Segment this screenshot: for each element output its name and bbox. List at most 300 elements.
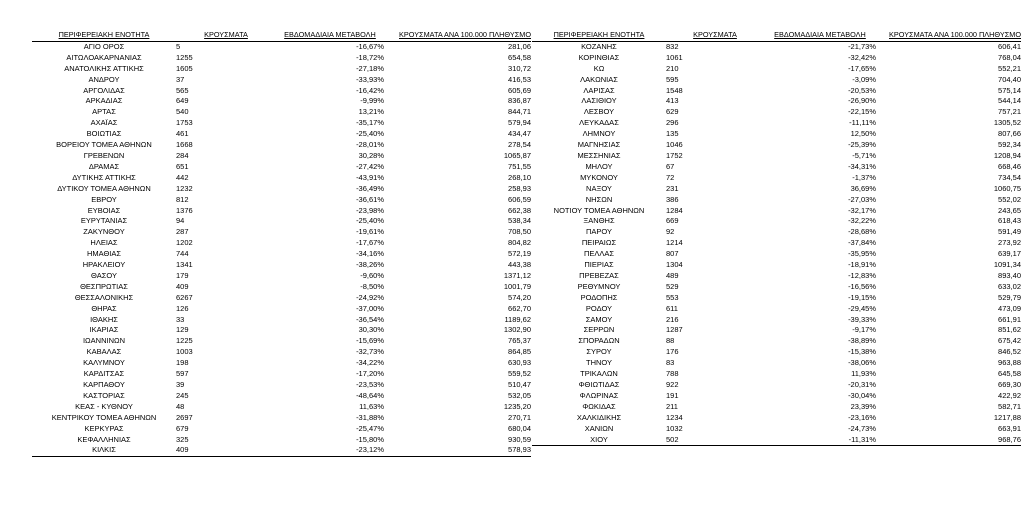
cell-weekly-change: -23,98% <box>356 205 384 215</box>
header-cases: ΚΡΟΥΣΜΑΤΑ <box>176 30 276 41</box>
cell-weekly-change: -15,38% <box>848 347 876 357</box>
cell-cases-per-100k: 592,34 <box>998 140 1021 150</box>
cell-cases-per-100k: 579,94 <box>508 118 531 128</box>
cell-region-name: ΚΕΡΚΥΡΑΣ <box>84 423 124 433</box>
cell-weekly-change: -28,68% <box>848 227 876 237</box>
cell-weekly-change: -25,39% <box>848 140 876 150</box>
cell-region-name: ΘΕΣΠΡΩΤΙΑΣ <box>80 281 128 291</box>
cell-cases: 744 <box>176 249 189 259</box>
cell-cases: 325 <box>176 434 189 444</box>
cell-cases: 788 <box>666 369 679 379</box>
cell-cases: 1061 <box>666 52 683 62</box>
table-row <box>532 402 1021 413</box>
table-row <box>532 86 1021 97</box>
cell-region-name: ΤΡΙΚΑΛΩΝ <box>580 369 618 379</box>
cell-region-name: ΚΟΖΑΝΗΣ <box>581 41 617 51</box>
cell-cases: 1752 <box>666 150 683 160</box>
cell-cases-per-100k: 663,91 <box>998 423 1021 433</box>
cell-cases: 72 <box>666 172 675 182</box>
cell-cases: 210 <box>666 63 679 73</box>
cell-weekly-change: -17,65% <box>848 63 876 73</box>
cell-cases-per-100k: 757,21 <box>998 107 1021 117</box>
cell-region-name: ΦΘΙΩΤΙΔΑΣ <box>578 380 620 389</box>
cell-weekly-change: -35,95% <box>848 249 876 259</box>
cell-region-name: ΚΕΝΤΡΙΚΟΥ ΤΟΜΕΑ ΑΘΗΝΩΝ <box>51 412 157 422</box>
cell-cases-per-100k: 532,05 <box>508 390 531 400</box>
cell-cases: 216 <box>666 314 679 324</box>
cell-cases-per-100k: 618,43 <box>998 216 1021 226</box>
cell-cases-per-100k: 751,55 <box>508 161 531 171</box>
cell-weekly-change: -32,22% <box>848 216 876 226</box>
cell-weekly-change: -34,22% <box>356 358 384 368</box>
cell-cases-per-100k: 1065,87 <box>503 150 531 160</box>
cell-weekly-change: -39,33% <box>848 314 876 324</box>
table-row <box>32 304 531 315</box>
cell-region-name: ΙΚΑΡΙΑΣ <box>89 325 119 335</box>
table-row <box>532 118 1021 129</box>
cell-cases: 409 <box>176 445 276 456</box>
cell-weekly-change: -19,61% <box>356 227 384 237</box>
table-row <box>532 173 1021 184</box>
cell-cases-per-100k: 675,42 <box>998 336 1021 346</box>
cell-weekly-change: -35,17% <box>356 118 384 128</box>
table-row <box>32 391 531 402</box>
cell-region-name: ΛΑΣΙΘΙΟΥ <box>581 96 617 106</box>
cell-cases: 48 <box>176 401 185 411</box>
cell-cases-per-100k: 645,58 <box>998 369 1021 379</box>
cell-weekly-change: 36,69% <box>850 183 876 193</box>
cell-region-name: ΝΗΣΩΝ <box>585 194 613 204</box>
cell-cases-per-100k: 836,87 <box>508 96 531 106</box>
cell-cases: 489 <box>666 270 679 280</box>
cell-cases-per-100k: 1371,12 <box>503 270 531 280</box>
cell-weekly-change: -26,90% <box>848 96 876 106</box>
cell-cases: 832 <box>666 41 679 51</box>
cell-cases: 553 <box>666 292 679 302</box>
cell-cases-per-100k: 804,82 <box>508 238 531 248</box>
table-row <box>32 369 531 380</box>
cell-weekly-change: -27,42% <box>356 161 384 171</box>
cell-weekly-change: -3,09% <box>852 74 876 84</box>
cell-region-name: ΑΡΚΑΔΙΑΣ <box>85 96 123 106</box>
cell-cases: 92 <box>666 227 675 237</box>
cell-region-name: ΘΗΡΑΣ <box>91 303 117 313</box>
table-row <box>32 195 531 206</box>
cell-weekly-change: -9,17% <box>852 325 876 335</box>
cell-cases: 1341 <box>176 260 193 270</box>
cell-cases: 5 <box>176 41 181 51</box>
cell-region-name: ΚΑΣΤΟΡΙΑΣ <box>83 390 125 400</box>
cell-cases-per-100k: 661,91 <box>998 314 1021 324</box>
cell-cases: 191 <box>666 390 679 400</box>
table-row <box>532 293 1021 304</box>
cell-region-name: ΚΟΡΙΝΘΙΑΣ <box>578 52 620 62</box>
cell-cases-per-100k: 930,59 <box>508 434 531 444</box>
table-row <box>532 206 1021 217</box>
cell-weekly-change: -27,18% <box>356 63 384 73</box>
cell-weekly-change: -33,93% <box>356 74 384 84</box>
table-row <box>32 41 531 52</box>
cell-cases: 502 <box>666 435 764 446</box>
cell-cases: 540 <box>176 107 189 117</box>
cell-region-name: ΕΥΡΥΤΑΝΙΑΣ <box>80 216 128 226</box>
table-row <box>32 216 531 227</box>
cell-region-name: ΦΩΚΙΔΑΣ <box>582 401 616 411</box>
table-row <box>532 129 1021 140</box>
cell-region-name: ΜΗΛΟΥ <box>585 161 613 171</box>
cell-region-name: ΚΙΛΚΙΣ <box>32 445 176 456</box>
table-row <box>32 151 531 162</box>
table-row <box>32 435 531 446</box>
table-row <box>32 96 531 107</box>
cell-region-name: ΕΥΒΟΙΑΣ <box>87 205 121 215</box>
cell-cases: 135 <box>666 129 679 139</box>
table-row <box>32 293 531 304</box>
cell-region-name: ΚΑΡΠΑΘΟΥ <box>83 380 125 389</box>
table-row <box>532 184 1021 195</box>
cell-cases-per-100k: 416,53 <box>508 74 531 84</box>
cell-weekly-change: -22,15% <box>848 107 876 117</box>
cell-cases-per-100k: 851,62 <box>998 325 1021 335</box>
table-row <box>532 195 1021 206</box>
cell-cases: 2697 <box>176 412 193 422</box>
table-row <box>32 206 531 217</box>
cell-region-name: ΑΝΑΤΟΛΙΚΗΣ ΑΤΤΙΚΗΣ <box>64 63 144 73</box>
cell-region-name: ΡΟΔΟΥ <box>585 303 613 313</box>
cell-cases-per-100k: 1302,90 <box>503 325 531 335</box>
cell-cases: 669 <box>666 216 679 226</box>
cell-region-name: ΒΟΙΩΤΙΑΣ <box>86 129 122 139</box>
cell-region-name: ΔΥΤΙΚΟΥ ΤΟΜΕΑ ΑΘΗΝΩΝ <box>57 183 151 193</box>
table-row <box>32 75 531 86</box>
cell-weekly-change: -25,40% <box>356 129 384 139</box>
cell-weekly-change: 13,21% <box>358 107 384 117</box>
cell-region-name: ΗΛΕΙΑΣ <box>90 238 118 248</box>
table-row <box>32 358 531 369</box>
cell-weekly-change: -12,83% <box>848 270 876 280</box>
cell-weekly-change: -28,01% <box>356 140 384 150</box>
table-row <box>532 336 1021 347</box>
cell-weekly-change: -19,15% <box>848 292 876 302</box>
cell-cases: 287 <box>176 227 189 237</box>
cell-weekly-change: -25,40% <box>356 216 384 226</box>
cell-region-name: ΚΕΑΣ - ΚΥΘΝΟΥ <box>75 401 133 411</box>
cell-weekly-change: -38,06% <box>848 358 876 368</box>
table-row <box>532 75 1021 86</box>
table-row <box>532 140 1021 151</box>
cell-region-name: ΞΑΝΘΗΣ <box>583 216 615 226</box>
table-row <box>532 358 1021 369</box>
cell-cases-per-100k: 846,52 <box>998 347 1021 357</box>
cell-weekly-change: -37,84% <box>848 238 876 248</box>
cell-cases-per-100k: 243,65 <box>998 205 1021 215</box>
cell-cases-per-100k: 605,69 <box>508 85 531 95</box>
cell-cases-per-100k: 734,54 <box>998 172 1021 182</box>
cell-region-name: ΜΕΣΣΗΝΙΑΣ <box>577 150 621 160</box>
cell-weekly-change: 11,93% <box>851 369 876 379</box>
table-row <box>32 445 531 456</box>
cell-weekly-change: -30,04% <box>848 390 876 400</box>
cell-cases: 529 <box>666 281 679 291</box>
table-row <box>32 107 531 118</box>
cell-cases: 211 <box>666 401 678 411</box>
cell-region-name: ΦΛΩΡΙΝΑΣ <box>579 390 619 400</box>
cell-weekly-change: -32,17% <box>848 205 876 215</box>
header-cases: ΚΡΟΥΣΜΑΤΑ <box>666 30 764 41</box>
cell-region-name: ΠΙΕΡΙΑΣ <box>584 260 614 270</box>
cell-weekly-change: -23,53% <box>356 380 384 389</box>
cell-weekly-change: -43,91% <box>356 172 384 182</box>
cell-cases: 39 <box>176 380 185 389</box>
cell-cases-per-100k: 422,92 <box>998 390 1021 400</box>
cell-cases: 409 <box>176 281 189 291</box>
cell-cases: 94 <box>176 216 185 226</box>
table-row <box>532 249 1021 260</box>
cell-cases-per-100k: 704,40 <box>998 74 1021 84</box>
cell-cases: 37 <box>176 74 185 84</box>
cell-cases-per-100k: 575,14 <box>998 85 1021 95</box>
cell-cases: 386 <box>666 194 679 204</box>
cell-cases: 1232 <box>176 183 193 193</box>
cell-cases: 1214 <box>666 238 683 248</box>
cell-cases-per-100k: 1217,88 <box>993 412 1021 422</box>
table-row <box>32 86 531 97</box>
cell-cases: 1225 <box>176 336 193 346</box>
cell-weekly-change: -38,26% <box>356 260 384 270</box>
cell-region-name: ΤΗΝΟΥ <box>585 358 612 368</box>
cell-region-name: ΔΥΤΙΚΗΣ ΑΤΤΙΚΗΣ <box>72 172 136 182</box>
cell-region-name: ΖΑΚΥΝΘΟΥ <box>83 227 125 237</box>
cell-region-name: ΜΥΚΟΝΟΥ <box>580 172 618 182</box>
cell-cases: 1202 <box>176 238 193 248</box>
cell-cases-per-100k: 606,41 <box>998 41 1021 51</box>
cell-region-name: ΑΡΓΟΛΙΔΑΣ <box>83 85 125 95</box>
cell-cases: 1003 <box>176 347 193 357</box>
table-row <box>32 184 531 195</box>
cell-weekly-change: -32,73% <box>356 347 384 357</box>
cell-region-name: ΕΒΡΟΥ <box>91 194 117 204</box>
cell-region-name: ΚΑΛΥΜΝΟΥ <box>83 358 125 368</box>
table-row <box>532 413 1021 424</box>
cell-weekly-change: -1,37% <box>852 172 876 182</box>
cell-weekly-change: -21,73% <box>848 41 876 51</box>
header-region: ΠΕΡΙΦΕΡΕΙΑΚΗ ΕΝΟΤΗΤΑ <box>32 30 176 41</box>
cell-weekly-change: -38,89% <box>848 336 876 346</box>
cell-region-name: ΗΜΑΘΙΑΣ <box>86 249 122 259</box>
table-row <box>32 424 531 435</box>
cell-region-name: ΧΑΝΙΩΝ <box>584 423 614 433</box>
cell-weekly-change: 12,50% <box>850 129 876 139</box>
cell-region-name: ΘΕΣΣΑΛΟΝΙΚΗΣ <box>74 292 134 302</box>
cell-weekly-change: -48,64% <box>356 390 384 400</box>
cell-weekly-change: 23,39% <box>850 401 876 411</box>
cell-cases: 812 <box>176 194 189 204</box>
cell-cases: 67 <box>666 161 675 171</box>
cell-cases: 442 <box>176 172 189 182</box>
cell-cases-per-100k: 1001,79 <box>503 281 531 291</box>
table-row <box>32 238 531 249</box>
cell-cases: 679 <box>176 423 189 433</box>
cell-weekly-change: -8,50% <box>360 281 384 291</box>
table-row <box>32 336 531 347</box>
table-row <box>532 347 1021 358</box>
cell-region-name: ΧΑΛΚΙΔΙΚΗΣ <box>576 412 622 422</box>
cell-cases: 597 <box>176 369 189 379</box>
cell-weekly-change: -24,92% <box>356 292 384 302</box>
cell-weekly-change: -36,54% <box>356 314 384 324</box>
cell-cases-per-100k: 639,17 <box>998 249 1021 259</box>
table-row <box>32 315 531 326</box>
table-row <box>532 424 1021 435</box>
cell-weekly-change: -37,00% <box>356 303 384 313</box>
cell-cases: 1376 <box>176 205 193 215</box>
cell-cases-per-100k: 765,37 <box>508 336 531 346</box>
cell-region-name: ΓΡΕΒΕΝΩΝ <box>83 150 125 160</box>
cell-region-name: ΛΗΜΝΟΥ <box>582 129 616 139</box>
cell-cases: 1255 <box>176 52 193 62</box>
cell-cases: 1668 <box>176 140 193 150</box>
table-body-right <box>532 41 1021 446</box>
cell-cases-per-100k: 310,72 <box>508 63 531 73</box>
cell-cases-per-100k: 680,04 <box>508 423 531 433</box>
cell-cases-per-100k: 654,58 <box>508 52 531 62</box>
cell-weekly-change: -17,67% <box>356 238 384 248</box>
cell-cases-per-100k: 582,71 <box>998 401 1021 411</box>
cell-cases-per-100k: 572,19 <box>508 249 531 259</box>
cell-region-name: ΣΕΡΡΩΝ <box>583 325 615 335</box>
cell-cases-per-100k: 273,92 <box>998 238 1021 248</box>
table-body-left <box>32 41 531 456</box>
cell-weekly-change: -23,16% <box>848 412 876 422</box>
cell-cases-per-100k: 968,76 <box>876 435 1021 446</box>
cell-cases: 1284 <box>666 205 683 215</box>
cell-region-name: ΚΑΡΔΙΤΣΑΣ <box>83 369 125 379</box>
cell-weekly-change: -20,53% <box>848 85 876 95</box>
cell-weekly-change: 30,28% <box>358 150 384 160</box>
cell-cases: 1287 <box>666 325 683 335</box>
table-row <box>532 315 1021 326</box>
cell-cases-per-100k: 281,06 <box>508 41 531 51</box>
cell-cases-per-100k: 544,14 <box>998 96 1021 106</box>
table-row <box>532 162 1021 173</box>
cell-cases: 129 <box>176 325 189 335</box>
cell-cases: 651 <box>176 161 189 171</box>
cell-cases: 1605 <box>176 63 193 73</box>
cell-cases-per-100k: 662,38 <box>508 205 531 215</box>
table-row <box>532 304 1021 315</box>
cell-cases-per-100k: 864,85 <box>508 347 531 357</box>
cell-cases-per-100k: 844,71 <box>508 107 531 117</box>
cell-region-name: ΠΑΡΟΥ <box>585 227 612 237</box>
cell-region-name: ΣΥΡΟΥ <box>586 347 612 357</box>
cell-weekly-change: -9,99% <box>360 96 384 106</box>
cell-weekly-change: -20,31% <box>848 380 876 389</box>
cell-region-name: ΜΑΓΝΗΣΙΑΣ <box>577 140 621 150</box>
cell-region-name: ΛΑΡΙΣΑΣ <box>583 85 615 95</box>
cell-cases: 231 <box>666 183 679 193</box>
cell-region-name: ΑΝΔΡΟΥ <box>88 74 120 84</box>
cell-weekly-change: -11,31% <box>764 435 876 446</box>
table-row <box>32 282 531 293</box>
table-row <box>532 369 1021 380</box>
cell-region-name: ΛΑΚΩΝΙΑΣ <box>580 74 618 84</box>
table-row <box>32 227 531 238</box>
table-row <box>32 173 531 184</box>
cell-weekly-change: -23,12% <box>276 445 384 456</box>
cell-region-name: ΑΡΤΑΣ <box>92 107 116 117</box>
cell-region-name: ΛΕΥΚΑΔΑΣ <box>579 118 619 128</box>
cell-cases: 83 <box>666 358 675 368</box>
cell-cases: 922 <box>666 380 679 389</box>
table-row <box>32 53 531 64</box>
table-row <box>32 260 531 271</box>
cell-cases-per-100k: 1060,75 <box>993 183 1021 193</box>
cell-cases: 296 <box>666 118 679 128</box>
header-region: ΠΕΡΙΦΕΡΕΙΑΚΗ ΕΝΟΤΗΤΑ <box>532 30 666 41</box>
cell-cases: 176 <box>666 347 679 357</box>
cell-region-name: ΒΟΡΕΙΟΥ ΤΟΜΕΑ ΑΘΗΝΩΝ <box>56 140 152 150</box>
header-weekly-change: ΕΒΔΟΜΑΔΙΑΙΑ ΜΕΤΑΒΟΛΗ <box>764 30 876 41</box>
table-row <box>32 271 531 282</box>
table-row <box>532 260 1021 271</box>
cell-weekly-change: -31,88% <box>356 412 384 422</box>
table-row <box>532 271 1021 282</box>
cell-cases-per-100k: 538,34 <box>508 216 531 226</box>
cell-weekly-change: -5,71% <box>852 150 876 160</box>
table-row <box>532 96 1021 107</box>
cell-weekly-change: -25,47% <box>356 423 384 433</box>
table-row <box>532 41 1021 52</box>
cell-cases-per-100k: 893,40 <box>998 270 1021 280</box>
regions-table-left <box>32 30 531 457</box>
table-row <box>532 107 1021 118</box>
cell-cases-per-100k: 510,47 <box>508 380 531 389</box>
cell-weekly-change: -18,72% <box>356 52 384 62</box>
cell-weekly-change: -36,61% <box>356 194 384 204</box>
cell-region-name: ΡΟΔΟΠΗΣ <box>580 292 618 302</box>
table-row <box>32 380 531 391</box>
cell-region-name: ΠΡΕΒΕΖΑΣ <box>579 270 619 280</box>
cell-weekly-change: -15,80% <box>356 434 384 444</box>
cell-region-name: ΛΕΣΒΟΥ <box>583 107 615 117</box>
cell-cases: 1548 <box>666 85 683 95</box>
cell-weekly-change: -11,11% <box>849 118 876 128</box>
table-row <box>32 413 531 424</box>
cell-region-name: ΠΕΛΛΑΣ <box>583 249 615 259</box>
table-row <box>32 64 531 75</box>
table-row <box>532 227 1021 238</box>
table-row <box>532 53 1021 64</box>
cell-cases-per-100k: 270,71 <box>508 412 531 422</box>
cell-weekly-change: -9,60% <box>360 270 384 280</box>
cell-cases-per-100k: 606,59 <box>508 194 531 204</box>
cell-weekly-change: -32,42% <box>848 52 876 62</box>
cell-weekly-change: -29,45% <box>848 303 876 313</box>
cell-region-name: ΝΑΞΟΥ <box>586 183 612 193</box>
cell-cases-per-100k: 633,02 <box>998 281 1021 291</box>
cell-weekly-change: -15,69% <box>356 336 384 346</box>
table-row <box>532 325 1021 336</box>
table-row <box>32 162 531 173</box>
cell-region-name: ΙΘΑΚΗΣ <box>90 314 118 324</box>
header-cases-per-100k: ΚΡΟΥΣΜΑΤΑ ΑΝΑ 100.000 ΠΛΗΘΥΣΜΟ <box>876 30 1021 41</box>
cell-cases: 629 <box>666 107 679 117</box>
cell-region-name: ΔΡΑΜΑΣ <box>88 161 120 171</box>
cell-cases: 33 <box>176 314 185 324</box>
cell-weekly-change: -16,42% <box>356 85 384 95</box>
cell-cases: 413 <box>666 96 679 106</box>
cell-cases-per-100k: 552,21 <box>998 63 1021 73</box>
